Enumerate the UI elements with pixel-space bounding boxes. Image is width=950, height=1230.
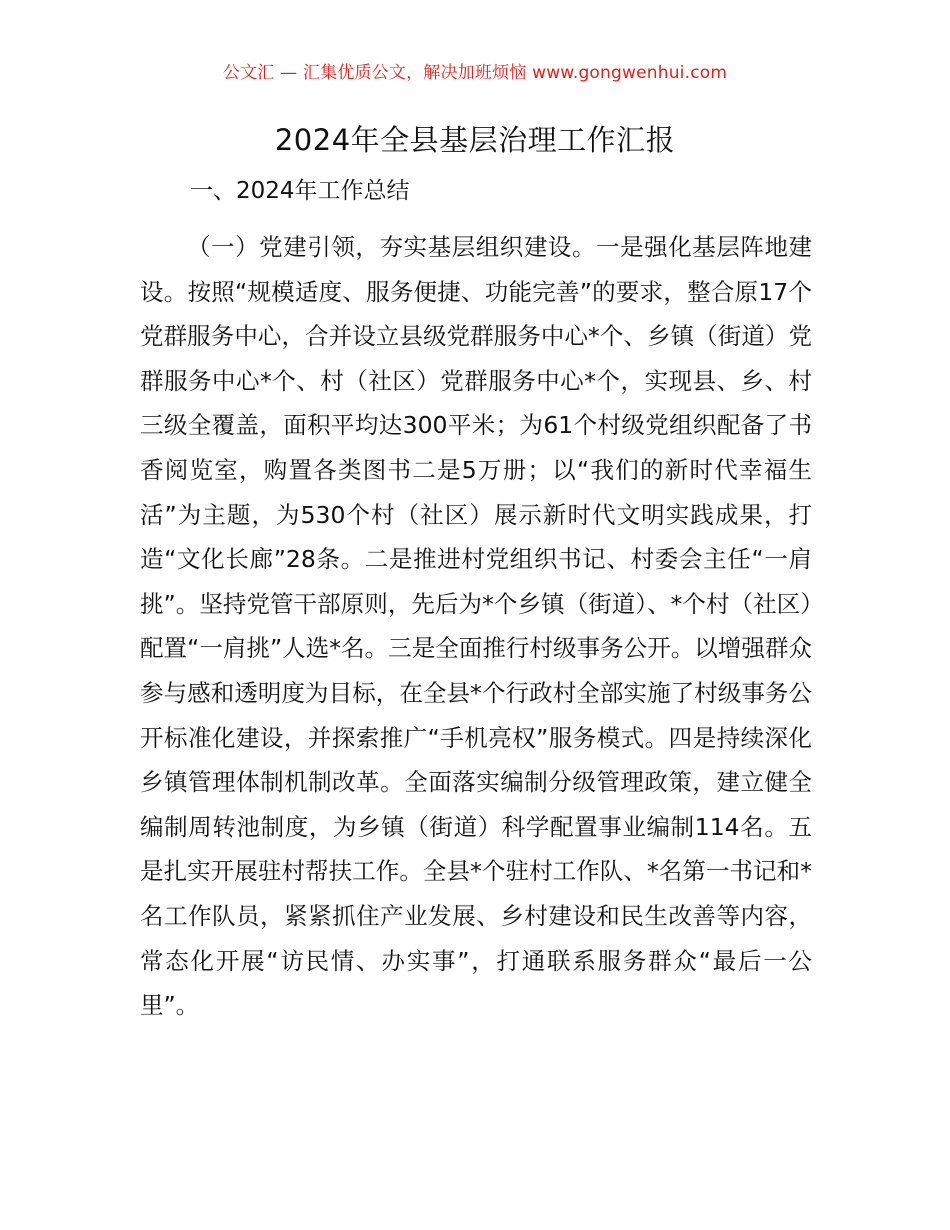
- document-title: 2024年全县基层治理工作汇报: [274, 123, 676, 157]
- section-heading: 一、2024年工作总结: [190, 178, 410, 204]
- watermark-header: 公文汇 — 汇集优质公文，解决加班烦恼 www.gongwenhui.com: [222, 63, 728, 83]
- body-paragraph: （一）党建引领，夯实基层组织建设。一是强化基层阵地建设。按照“规模适度、服务便捷、功能完善”的要求，整合原17个党群服务中心，合并设立县级党群服务中心*个、乡镇（街道）党群服务中心*个、村（社区）党群服务中心*个，实现县、乡、村三级全覆盖，面积平均达300平米；为61个村级党组织配备了书香阅览室，购置各类图书二是5万册；以“我们的新时代幸福生活”为主题，为530个村（社区）展示新时代文明实践成果，打造“文化长廊”28条。二是推进村党组织书记、村委会主任“一肩挑”。坚持党管干部原则，先后为*个乡镇（街道）、*个村（社区）配置“一肩挑”人选*名。三是全面推行村级事务公开。以增强群众参与感和透明度为目标，在全县*个行政村全部实施了村级事务公开标准化建设，并探索推广“手机亮权”服务模式。四是持续深化乡镇管理体制机制改革。全面落实编制分级管理政策，建立健全编制周转池制度，为乡镇（街道）科学配置事业编制114名。五是扎实开展驻村帮扶工作。全县*个驻村工作队、*名第一书记和*名工作队员，紧紧抓住产业发展、乡村建设和民生改善等内容，常态化开展“访民情、办实事”，打通联系服务群众“最后一公里”。: [140, 233, 812, 1020]
